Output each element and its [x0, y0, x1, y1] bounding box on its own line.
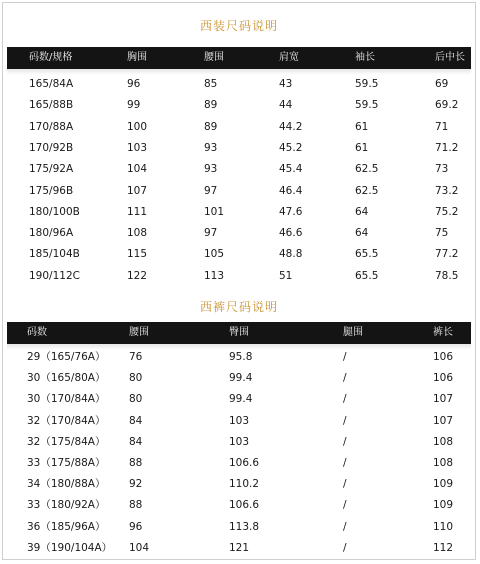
table-cell: 99.4 [229, 372, 253, 385]
table-cell: 46.4 [279, 184, 303, 197]
table-cell: 111 [127, 205, 148, 218]
table-cell: 101 [204, 205, 225, 218]
size-chart-frame [2, 2, 476, 560]
table-row [7, 223, 471, 244]
table-cell: 73 [435, 163, 449, 176]
table-row [7, 266, 471, 287]
table-cell: 170/88A [29, 120, 74, 133]
pants-header-length: 裤长 [433, 327, 453, 338]
table-cell: 107 [433, 414, 454, 427]
table-cell: 85 [204, 78, 218, 90]
table-cell: / [343, 414, 347, 427]
table-cell: / [343, 393, 347, 406]
pants-header-thigh: 腿围 [343, 327, 363, 338]
table-cell: 64 [355, 205, 369, 218]
table-cell: 100 [127, 120, 148, 133]
table-row [7, 538, 471, 559]
table-cell: 96 [129, 520, 143, 533]
table-cell: / [343, 520, 347, 533]
table-row [7, 74, 471, 95]
table-cell: 115 [127, 248, 148, 261]
table-cell: 62.5 [355, 163, 379, 176]
table-row [7, 117, 471, 138]
table-cell: 30（170/84A） [27, 393, 106, 406]
table-cell: 65.5 [355, 269, 379, 282]
table-cell: 47.6 [279, 205, 303, 218]
table-cell: 109 [433, 499, 454, 512]
table-cell: 107 [433, 393, 454, 406]
table-cell: 108 [433, 457, 454, 469]
table-cell: 104 [127, 163, 148, 176]
table-cell: / [343, 478, 347, 491]
table-row [7, 474, 471, 495]
table-cell: 51 [279, 269, 293, 282]
table-cell: 165/84A [29, 78, 74, 90]
table-cell: 175/96B [29, 184, 74, 197]
table-cell: 33（175/88A） [27, 457, 106, 469]
table-cell: 45.2 [279, 141, 303, 154]
table-cell: 108 [127, 227, 148, 240]
table-cell: 99.4 [229, 393, 253, 406]
table-cell: 61 [355, 120, 369, 133]
table-cell: 75 [435, 227, 449, 240]
table-cell: 76 [129, 351, 143, 363]
table-cell: 109 [433, 478, 454, 491]
table-row [7, 432, 471, 453]
table-cell: 77.2 [435, 248, 459, 261]
table-cell: 45.4 [279, 163, 303, 176]
table-cell: 88 [129, 457, 143, 469]
table-cell: 80 [129, 372, 143, 385]
table-cell: 190/112C [29, 269, 80, 282]
jacket-header-chest: 胸围 [127, 52, 147, 63]
table-cell: 92 [129, 478, 143, 491]
table-cell: / [343, 499, 347, 512]
table-cell: 71.2 [435, 141, 459, 154]
table-row [7, 181, 471, 202]
table-cell: / [343, 541, 347, 554]
table-cell: 64 [355, 227, 369, 240]
table-cell: 69 [435, 78, 449, 90]
table-cell: 36（185/96A） [27, 520, 106, 533]
table-row [7, 159, 471, 180]
table-cell: 108 [433, 435, 454, 448]
table-row [7, 244, 471, 265]
table-cell: 103 [229, 414, 250, 427]
table-cell: 96 [127, 78, 141, 90]
jacket-header-back-length: 后中长 [435, 52, 465, 63]
table-cell: 106 [433, 351, 454, 363]
table-cell: 122 [127, 269, 148, 282]
table-row [7, 411, 471, 432]
table-cell: 103 [127, 141, 148, 154]
table-cell: 106.6 [229, 457, 260, 469]
table-cell: 75.2 [435, 205, 459, 218]
pants-section-title: 西裤尺码说明 [199, 300, 278, 314]
table-cell: 104 [129, 541, 150, 554]
table-cell: 88 [129, 499, 143, 512]
table-cell: 59.5 [355, 78, 379, 90]
table-cell: 84 [129, 435, 143, 448]
jacket-header-shoulder: 肩宽 [279, 52, 299, 63]
pants-header-size: 码数 [27, 327, 47, 338]
table-cell: 113.8 [229, 520, 260, 533]
table-cell: 121 [229, 541, 250, 554]
table-cell: 95.8 [229, 351, 253, 363]
table-cell: 32（175/84A） [27, 435, 106, 448]
table-cell: 113 [204, 269, 225, 282]
jacket-header-sleeve: 袖长 [355, 52, 375, 63]
table-cell: 80 [129, 393, 143, 406]
jacket-header-waist: 腰围 [204, 52, 224, 63]
table-cell: 44.2 [279, 120, 303, 133]
table-cell: 170/92B [29, 141, 74, 154]
table-cell: 93 [204, 163, 218, 176]
table-cell: 73.2 [435, 184, 459, 197]
table-row [7, 453, 471, 474]
table-cell: 43 [279, 78, 293, 90]
table-cell: 84 [129, 414, 143, 427]
table-cell: 32（170/84A） [27, 414, 106, 427]
table-cell: 48.8 [279, 248, 303, 261]
pants-table-header [7, 322, 471, 344]
table-cell: 105 [204, 248, 225, 261]
table-row [7, 517, 471, 538]
table-cell: 30（165/80A） [27, 372, 106, 385]
table-cell: 185/104B [29, 248, 80, 261]
table-cell: 44 [279, 99, 293, 112]
table-row [7, 95, 471, 116]
table-cell: 62.5 [355, 184, 379, 197]
table-cell: 175/92A [29, 163, 74, 176]
table-cell: 69.2 [435, 99, 459, 112]
table-cell: 97 [204, 184, 218, 197]
table-cell: / [343, 457, 347, 469]
table-cell: 29（165/76A） [27, 351, 106, 363]
jacket-header-size: 码数/规格 [29, 52, 73, 63]
table-row [7, 138, 471, 159]
table-cell: 34（180/88A） [27, 478, 106, 491]
table-cell: 180/96A [29, 227, 74, 240]
table-cell: 65.5 [355, 248, 379, 261]
table-cell: 33（180/92A） [27, 499, 106, 512]
jacket-table-header [7, 47, 471, 69]
table-cell: 106.6 [229, 499, 260, 512]
table-cell: 89 [204, 120, 218, 133]
table-cell: 106 [433, 372, 454, 385]
jacket-section-title: 西装尺码说明 [199, 19, 278, 33]
table-cell: 165/88B [29, 99, 74, 112]
table-cell: 107 [127, 184, 148, 197]
table-cell: 103 [229, 435, 250, 448]
table-cell: 46.6 [279, 227, 303, 240]
table-row [7, 368, 471, 389]
table-cell: 99 [127, 99, 141, 112]
table-cell: / [343, 351, 347, 363]
table-row [7, 495, 471, 516]
pants-header-waist: 腰围 [129, 327, 149, 338]
table-row [7, 389, 471, 410]
table-cell: 89 [204, 99, 218, 112]
table-cell: / [343, 372, 347, 385]
table-cell: 59.5 [355, 99, 379, 112]
table-cell: 93 [204, 141, 218, 154]
table-cell: 180/100B [29, 205, 80, 218]
table-row [7, 347, 471, 368]
table-cell: 71 [435, 120, 449, 133]
table-cell: 39（190/104A） [27, 541, 113, 554]
table-cell: 112 [433, 541, 454, 554]
table-cell: 78.5 [435, 269, 459, 282]
table-row [7, 202, 471, 223]
table-cell: 110 [433, 520, 454, 533]
table-cell: 97 [204, 227, 218, 240]
table-cell: 110.2 [229, 478, 260, 491]
pants-header-hip: 臀围 [229, 327, 249, 338]
table-cell: / [343, 435, 347, 448]
table-cell: 61 [355, 141, 369, 154]
